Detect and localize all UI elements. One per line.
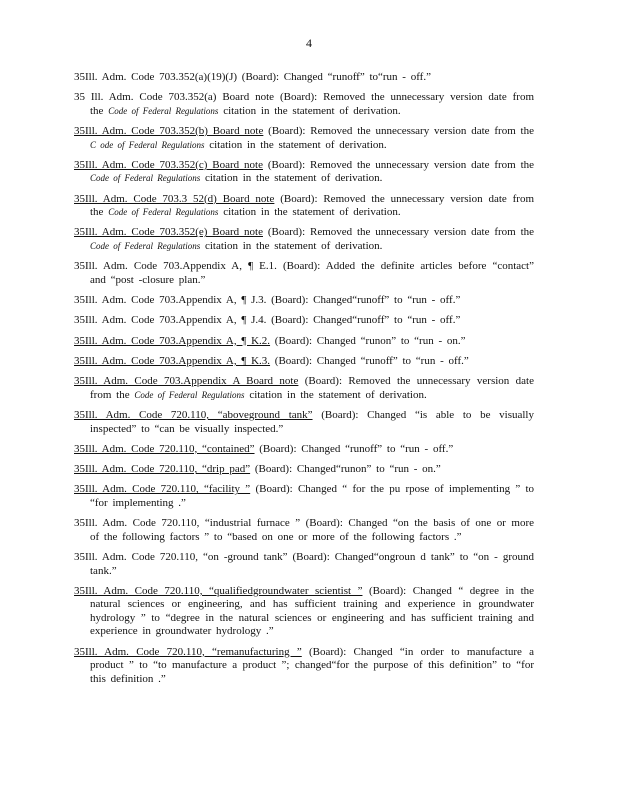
- amendment-entry: [74, 463, 534, 477]
- amendment-text: (Board): Changed “on the basis of one or more of the following factors ” to “based on one or more of the following factors .”: [90, 517, 534, 543]
- amendment-text: (Board): Changed “in order to manufacture a product ” to “to manufacture a product ”; changed“for the purpose of this definition” to “for this definition .”: [90, 645, 535, 685]
- citation: 35Ill. Adm. Code 720.110, “remanufacturing ”: [74, 645, 302, 658]
- cfr-title: Code of Federal Regulations: [108, 207, 219, 218]
- amendment-entry: [74, 443, 534, 457]
- cfr-title: Code of Federal Regulations: [134, 389, 245, 400]
- amendment-text: (Board): Changed “runoff” to “run - off.”: [274, 354, 469, 367]
- citation: 35Ill. Adm. Code 703.352(c) Board note: [74, 158, 263, 171]
- citation: 35Ill. Adm. Code 703.352(e) Board note: [74, 226, 263, 239]
- amendment-text: (Board): Removed the unnecessary version date from the: [90, 91, 535, 117]
- cfr-title: C ode of Federal Regulations: [90, 139, 205, 150]
- citation: 35 Ill. Adm. Code 703.352(a) Board note: [74, 91, 275, 104]
- amendment-text: (Board): Changed “runoff” to “run - off.”: [259, 442, 454, 455]
- citation: 35Ill. Adm. Code 720.110, “aboveground tank”: [74, 409, 313, 422]
- amendment-text-tail: citation in the statement of derivation.: [209, 138, 387, 151]
- citation: 35Ill. Adm. Code 703.Appendix A, ¶ E.1.: [74, 260, 277, 273]
- amendment-text: (Board): Changed“runon” to “run - on.”: [254, 463, 441, 476]
- citation: 35Ill. Adm. Code 703.3 52(d) Board note: [74, 192, 275, 205]
- citation: 35Ill. Adm. Code 703.Appendix A, ¶ K.3.: [74, 354, 271, 367]
- citation: 35Ill. Adm. Code 703.Appendix A, ¶ J.4.: [74, 314, 267, 327]
- amendment-text-tail: citation in the statement of derivation.: [223, 104, 401, 117]
- amendment-text-tail: citation in the statement of derivation.: [204, 172, 383, 185]
- amendment-entry: [74, 355, 534, 369]
- cfr-title: Code of Federal Regulations: [90, 240, 201, 251]
- amendment-entry: [74, 125, 534, 152]
- amendment-entry: [74, 193, 534, 220]
- amendment-text: (Board): Added the definite articles before “contact” and “post -closure plan.”: [90, 260, 534, 286]
- citation: 35Ill. Adm. Code 720.110, “qualifiedgroundwater scientist ”: [74, 584, 363, 597]
- amendment-entry: [74, 551, 534, 578]
- amendment-entry: [74, 294, 534, 308]
- amendment-list: [74, 71, 534, 693]
- amendment-entry: [74, 335, 534, 349]
- citation: 35Ill. Adm. Code 703.Appendix A Board note: [74, 375, 299, 388]
- amendment-entry: [74, 409, 534, 436]
- cfr-title: Code of Federal Regulations: [108, 105, 219, 116]
- citation: 35Ill. Adm. Code 703.352(a)(19)(J): [74, 71, 238, 83]
- amendment-entry: [74, 159, 534, 186]
- citation: 35Ill. Adm. Code 720.110, “facility ”: [74, 483, 251, 496]
- amendment-text: (Board): Changed “runoff” to“run - off.”: [241, 71, 431, 83]
- amendment-entry: [74, 585, 534, 639]
- amendment-text-tail: citation in the statement of derivation.: [249, 388, 427, 401]
- amendment-text: (Board): Changed “ degree in the natural sciences or engineering, and has sufficient training and experience in groundwater hydrology ” to “degree in the natural sciences or engineering and has sufficient training and experience in groundwater hydrology .”: [90, 584, 535, 638]
- amendment-text: (Board): Changed“runoff” to “run - off.”: [271, 314, 461, 327]
- amendment-entry: [74, 375, 534, 402]
- citation: 35Ill. Adm. Code 703.Appendix A, ¶ J.3.: [74, 294, 267, 307]
- amendment-text: (Board): Changed“runoff” to “run - off.”: [271, 294, 461, 307]
- amendment-text: (Board): Changed “runon” to “run - on.”: [274, 334, 466, 347]
- citation: 35Ill. Adm. Code 720.110, “industrial furnace ”: [74, 517, 301, 530]
- citation: 35Ill. Adm. Code 720.110, “on -ground tank”: [74, 551, 288, 564]
- amendment-text: (Board): Removed the unnecessary version date from the: [90, 192, 535, 219]
- amendment-text-tail: citation in the statement of derivation.: [223, 206, 401, 219]
- amendment-text: (Board): Removed the unnecessary version date from the: [267, 158, 535, 171]
- amendment-entry: [74, 260, 534, 287]
- citation: 35Ill. Adm. Code 703.352(b) Board note: [74, 125, 264, 138]
- cfr-title: Code of Federal Regulations: [90, 173, 201, 184]
- amendment-entry: [74, 517, 534, 544]
- amendment-text-tail: citation in the statement of derivation.: [204, 239, 383, 252]
- amendment-entry: [74, 91, 534, 118]
- amendment-entry: [74, 226, 534, 253]
- amendment-entry: [74, 71, 534, 85]
- amendment-text: (Board): Removed the unnecessary version date from the: [268, 125, 534, 138]
- amendment-entry: [74, 314, 534, 328]
- amendment-text: (Board): Changed “is able to be visually inspected” to “can be visually inspected.”: [90, 409, 534, 435]
- amendment-entry: [74, 646, 534, 687]
- citation: 35Ill. Adm. Code 720.110, “drip pad”: [74, 463, 251, 476]
- citation: 35Ill. Adm. Code 720.110, “contained”: [74, 442, 255, 455]
- citation: 35Ill. Adm. Code 703.Appendix A, ¶ K.2.: [74, 334, 271, 347]
- amendment-text: (Board): Changed“ongroun d tank” to “on - ground tank.”: [90, 551, 535, 577]
- amendment-text: (Board): Changed “ for the pu rpose of implementing ” to “for implementing .”: [90, 483, 535, 509]
- amendment-text: (Board): Removed the unnecessary version date from the: [267, 226, 535, 239]
- page-number: 4: [306, 36, 312, 50]
- amendment-text: (Board): Removed the unnecessary version date from the: [90, 375, 534, 401]
- amendment-entry: [74, 483, 534, 510]
